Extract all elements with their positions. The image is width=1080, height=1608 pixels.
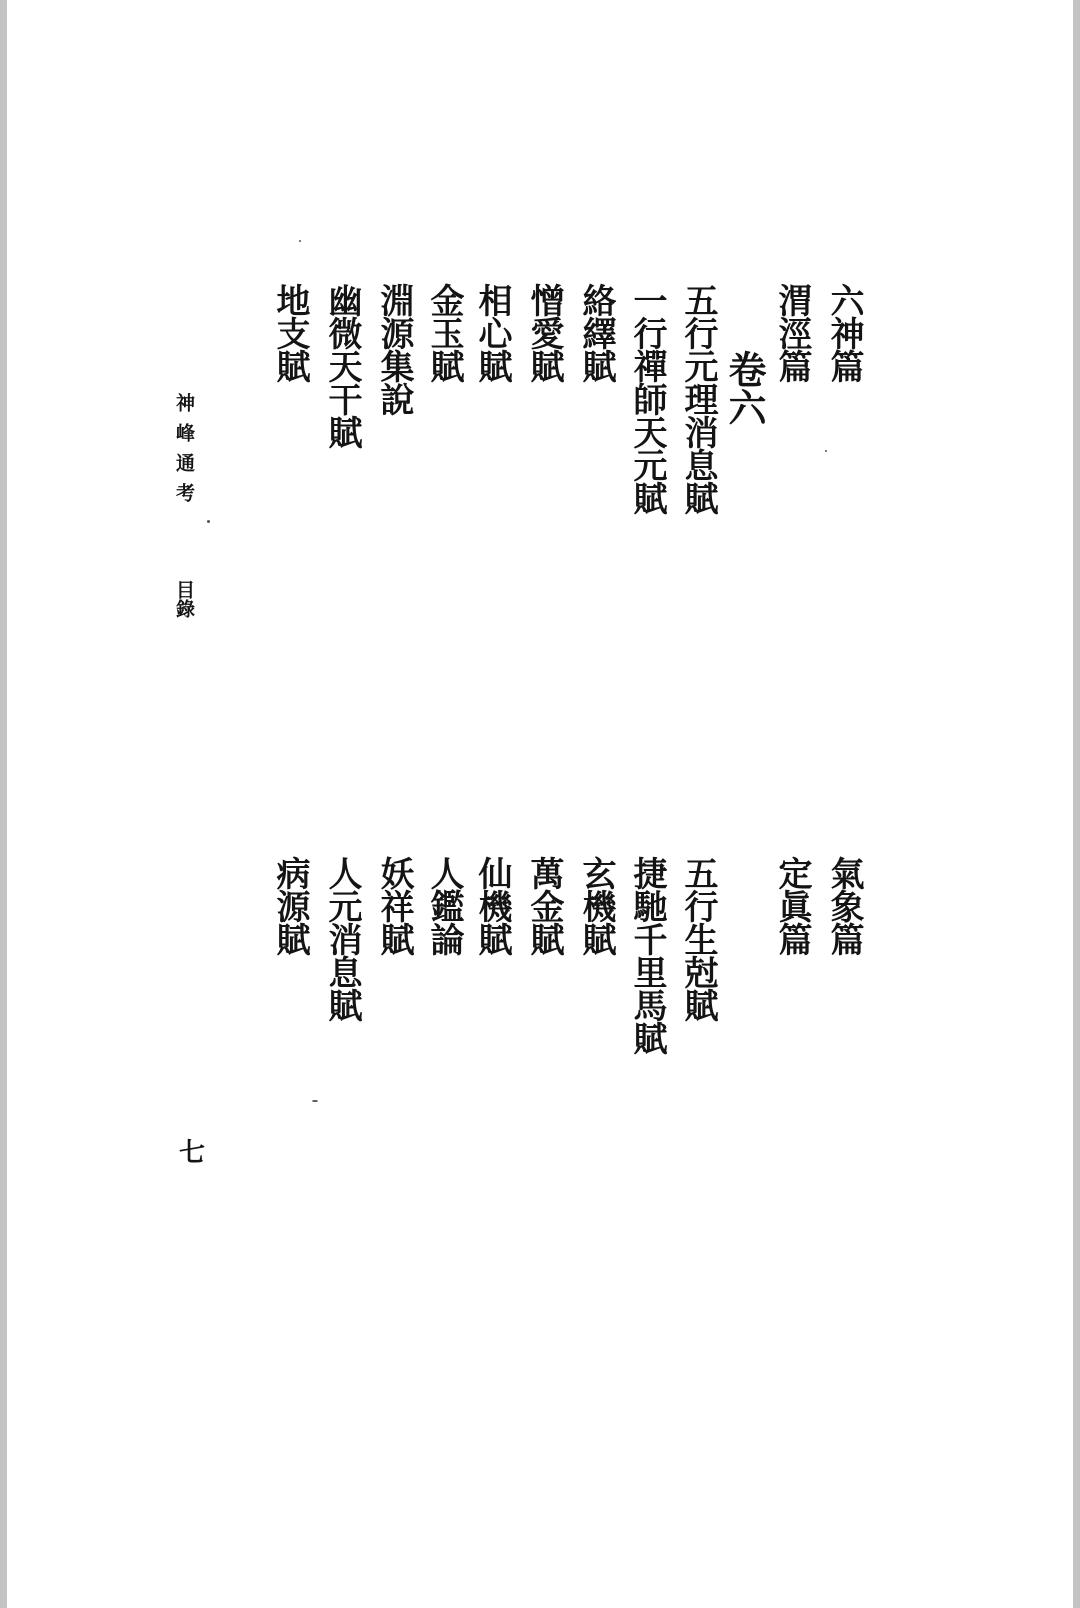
running-section: 目錄 bbox=[173, 580, 195, 618]
toc-entry-renyuan: 人元消息賦 bbox=[322, 856, 362, 1021]
toc-entry-xiangxin: 相心賦 bbox=[472, 283, 512, 382]
toc-entry-qixiang: 氣象篇 bbox=[824, 856, 864, 955]
print-speck bbox=[299, 240, 301, 242]
toc-entry-yixing-chanshi: 一行禪師天元賦 bbox=[627, 283, 667, 514]
toc-entry-jiechi: 捷馳千里馬賦 bbox=[627, 856, 667, 1054]
page-number: 七 bbox=[179, 1138, 206, 1168]
toc-entry-wuxing-shengke: 五行生尅賦 bbox=[678, 856, 718, 1021]
toc-entry-wuxing-yuanli: 五行元理消息賦 bbox=[678, 283, 718, 514]
toc-entry-xuanji: 玄機賦 bbox=[576, 856, 616, 955]
book-page bbox=[7, 0, 1073, 1608]
toc-entry-renjian: 人鑑論 bbox=[424, 856, 464, 955]
toc-entry-luoyi: 絡繹賦 bbox=[576, 283, 616, 382]
toc-entry-zengai: 憎愛賦 bbox=[524, 283, 564, 382]
print-speck bbox=[207, 520, 210, 523]
toc-entry-youwei-tiangan: 幽微天干賦 bbox=[322, 283, 362, 448]
volume-heading: 卷六 bbox=[722, 350, 767, 426]
toc-entry-dizhi: 地支賦 bbox=[270, 283, 310, 382]
print-speck bbox=[312, 1100, 318, 1102]
print-speck bbox=[825, 450, 827, 452]
toc-entry-liushen: 六神篇 bbox=[824, 283, 864, 382]
toc-entry-wanjin: 萬金賦 bbox=[524, 856, 564, 955]
toc-entry-yaoxiang: 妖祥賦 bbox=[374, 856, 414, 955]
toc-entry-dingzhen: 定眞篇 bbox=[772, 856, 812, 955]
toc-entry-weijing: 渭涇篇 bbox=[772, 283, 812, 382]
toc-entry-yuanyuan: 淵源集說 bbox=[374, 283, 414, 415]
toc-entry-bingyuan: 病源賦 bbox=[270, 856, 310, 955]
toc-entry-jinyu: 金玉賦 bbox=[424, 283, 464, 382]
toc-entry-xianji: 仙機賦 bbox=[472, 856, 512, 955]
running-title: 神峰通考 bbox=[173, 393, 195, 513]
